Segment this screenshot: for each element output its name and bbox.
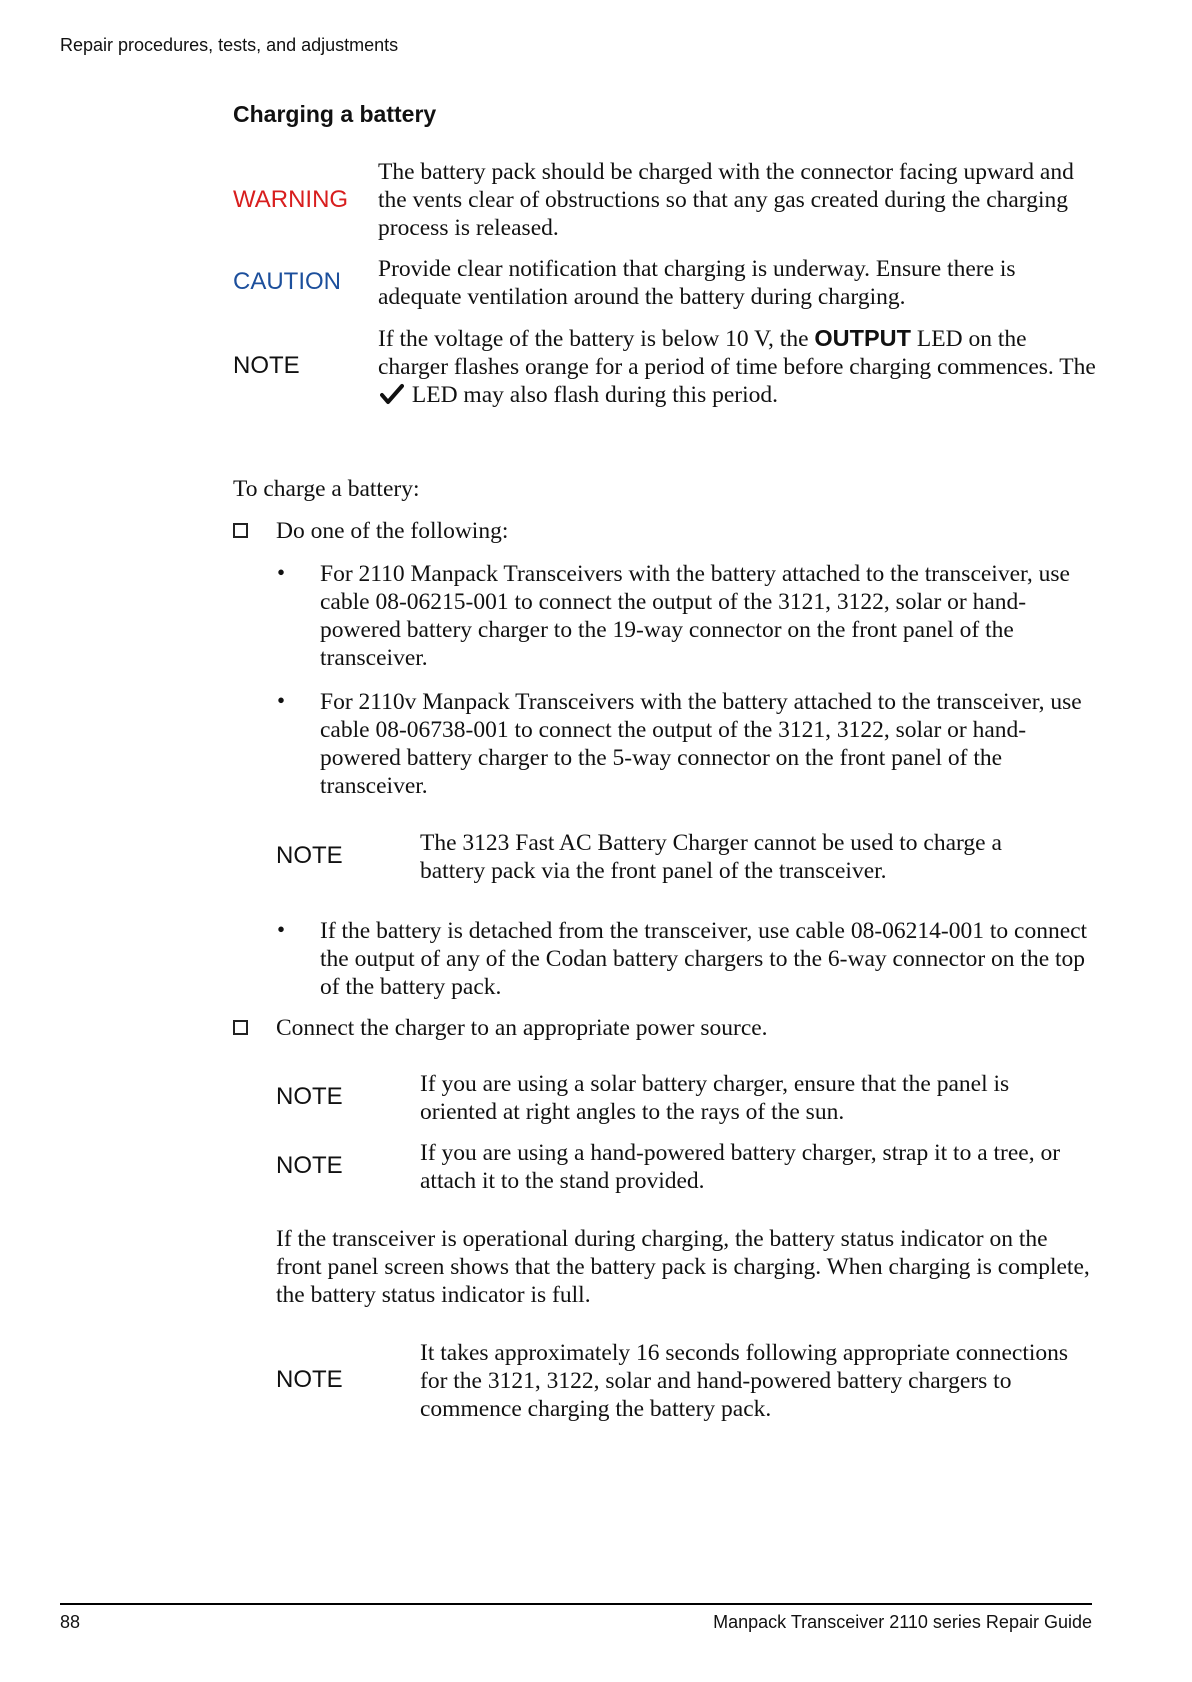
note-text-top: If the voltage of the battery is below 10 V, the OUTPUT LED on the charger flashes orange for a period of time before charging commences. The LED may also flash during this period. [378, 325, 1096, 408]
note-label: NOTE [276, 842, 343, 869]
bullet-item-2: For 2110v Manpack Transceivers with the battery attached to the transceiver, use cable 08-06738-001 to connect the output of the 3121, 3122, solar or hand-powered battery charger to the 5-way connector on the front panel of the transceiver. [320, 689, 1082, 799]
section-title: Charging a battery [233, 101, 437, 127]
page-number: 88 [60, 1612, 81, 1632]
bullet-marker: • [277, 917, 286, 942]
step-checkbox-1 [233, 523, 248, 538]
caution-label: CAUTION [233, 268, 341, 295]
note-label: NOTE [276, 1083, 343, 1110]
guide-title: Manpack Transceiver 2110 series Repair Guide [713, 1612, 1092, 1632]
step-1-text: Do one of the following: [276, 518, 509, 544]
checkmark-icon [380, 383, 404, 405]
warning-label: WARNING [233, 186, 349, 213]
bullet-item-1: For 2110 Manpack Transceivers with the battery attached to the transceiver, use cable 08-06215-001 to connect the output of the 3121, 3122, solar or hand-powered battery charger to the 19-way connector on the front panel of the transceiver. [320, 561, 1070, 671]
note-label-top: NOTE [233, 352, 300, 379]
note-label: NOTE [276, 1366, 343, 1393]
note-text-timing: It takes approximately 16 seconds following appropriate connections for the 3121, 3122, solar and hand-powered battery chargers to commence charging the battery pack. [420, 1340, 1069, 1422]
bullet-marker: • [277, 560, 286, 585]
step-2-text: Connect the charger to an appropriate power source. [276, 1015, 768, 1041]
warning-text: The battery pack should be charged with the connector facing upward and the vents clear of obstructions so that any gas created during the charging process is released. [378, 159, 1074, 241]
procedure-intro: To charge a battery: [233, 476, 420, 502]
note-text-fast-charger: The 3123 Fast AC Battery Charger cannot be used to charge a battery pack via the front panel of the transceiver. [420, 830, 1002, 884]
status-paragraph: If the transceiver is operational during charging, the battery status indicator on the front panel screen shows that the battery pack is charging. When charging is complete, the battery status indicator is full. [276, 1226, 1090, 1308]
running-header: Repair procedures, tests, and adjustments [60, 35, 399, 55]
note-text-hand-powered: If you are using a hand-powered battery charger, strap it to a tree, or attach it to the stand provided. [420, 1140, 1061, 1194]
bullet-marker: • [277, 688, 286, 713]
step-checkbox-2 [233, 1020, 248, 1035]
caution-text: Provide clear notification that charging is underway. Ensure there is adequate ventilation around the battery during charging. [378, 256, 1016, 310]
output-led-name: OUTPUT [814, 325, 912, 351]
footer-rule [60, 1603, 1092, 1605]
note-label: NOTE [276, 1152, 343, 1179]
bullet-item-3: If the battery is detached from the transceiver, use cable 08-06214-001 to connect the output of any of the Codan battery chargers to the 6-way connector on the top of the battery pack. [320, 918, 1088, 1000]
note-text-solar: If you are using a solar battery charger, ensure that the panel is oriented at right angles to the rays of the sun. [420, 1071, 1010, 1125]
